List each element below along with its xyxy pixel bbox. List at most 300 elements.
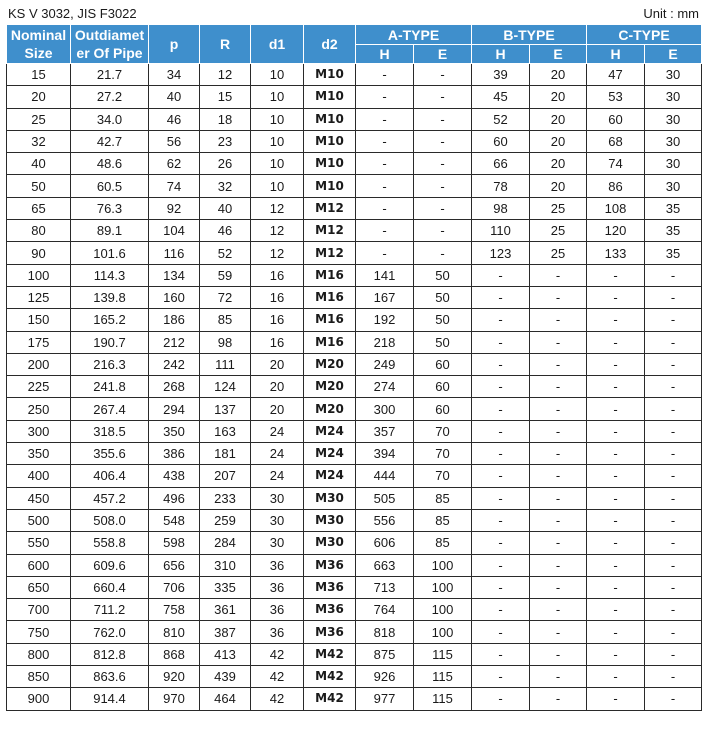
cell-nominal-size: 850 [7,666,71,688]
cell-a-e: - [414,86,472,108]
table-row [7,599,702,621]
cell-d2: M16 [304,309,356,331]
cell-d1: 36 [251,576,304,598]
cell-p: 868 [149,643,200,665]
cell-a-h: - [356,197,414,219]
cell-r: 137 [200,398,251,420]
cell-outdiameter: 457.2 [71,487,149,509]
cell-p: 160 [149,286,200,308]
cell-a-e: 60 [414,353,472,375]
cell-nominal-size: 250 [7,398,71,420]
cell-d1: 12 [251,197,304,219]
cell-nominal-size: 700 [7,599,71,621]
cell-d2: M10 [304,64,356,86]
table-row [7,175,702,197]
cell-r: 85 [200,309,251,331]
header-c-type: C-TYPE [587,25,702,45]
cell-nominal-size: 175 [7,331,71,353]
cell-b-e: - [530,443,587,465]
table-row [7,554,702,576]
cell-c-e: 30 [645,64,702,86]
table-row [7,666,702,688]
cell-b-h: 66 [472,153,530,175]
cell-c-h: - [587,398,645,420]
cell-nominal-size: 15 [7,64,71,86]
cell-p: 656 [149,554,200,576]
cell-d2: M10 [304,130,356,152]
cell-d1: 16 [251,331,304,353]
cell-d1: 24 [251,443,304,465]
cell-p: 62 [149,153,200,175]
cell-c-h: - [587,443,645,465]
cell-p: 294 [149,398,200,420]
cell-c-e: 30 [645,175,702,197]
cell-r: 413 [200,643,251,665]
cell-a-h: 505 [356,487,414,509]
cell-b-e: 20 [530,153,587,175]
cell-a-h: 713 [356,576,414,598]
cell-b-h: 98 [472,197,530,219]
cell-outdiameter: 190.7 [71,331,149,353]
cell-b-h: - [472,621,530,643]
cell-outdiameter: 812.8 [71,643,149,665]
cell-c-e: 30 [645,130,702,152]
cell-c-e: - [645,286,702,308]
cell-outdiameter: 27.2 [71,86,149,108]
cell-d1: 30 [251,487,304,509]
header-b-e: E [530,45,587,64]
cell-a-e: 115 [414,643,472,665]
cell-c-e: - [645,643,702,665]
cell-b-e: - [530,309,587,331]
table-row [7,242,702,264]
cell-nominal-size: 450 [7,487,71,509]
cell-nominal-size: 600 [7,554,71,576]
table-header [7,25,702,64]
cell-a-h: 444 [356,465,414,487]
table-row [7,443,702,465]
cell-d2: M42 [304,666,356,688]
cell-d1: 10 [251,175,304,197]
table-row [7,153,702,175]
cell-outdiameter: 139.8 [71,286,149,308]
cell-b-e: - [530,621,587,643]
cell-b-h: - [472,286,530,308]
cell-outdiameter: 318.5 [71,420,149,442]
cell-d2: M20 [304,376,356,398]
cell-outdiameter: 406.4 [71,465,149,487]
header-c-e: E [645,45,702,64]
cell-a-h: 218 [356,331,414,353]
table-body [7,64,702,711]
cell-c-e: - [645,309,702,331]
header-d1: d1 [251,25,304,64]
cell-nominal-size: 80 [7,220,71,242]
cell-a-e: 50 [414,309,472,331]
cell-c-e: - [645,376,702,398]
cell-p: 496 [149,487,200,509]
cell-d2: M12 [304,197,356,219]
cell-d2: M24 [304,465,356,487]
cell-r: 72 [200,286,251,308]
cell-a-e: 100 [414,621,472,643]
cell-outdiameter: 42.7 [71,130,149,152]
table-row [7,576,702,598]
cell-p: 706 [149,576,200,598]
cell-nominal-size: 32 [7,130,71,152]
cell-d1: 30 [251,532,304,554]
cell-c-h: - [587,576,645,598]
cell-outdiameter: 48.6 [71,153,149,175]
cell-a-e: 85 [414,509,472,531]
cell-a-e: - [414,108,472,130]
cell-a-e: 60 [414,398,472,420]
table-row [7,309,702,331]
table-row [7,509,702,531]
cell-r: 439 [200,666,251,688]
table-row [7,197,702,219]
cell-b-h: 45 [472,86,530,108]
cell-a-h: 663 [356,554,414,576]
cell-d1: 10 [251,86,304,108]
cell-nominal-size: 90 [7,242,71,264]
cell-a-e: - [414,153,472,175]
cell-c-h: 47 [587,64,645,86]
cell-nominal-size: 50 [7,175,71,197]
cell-a-e: 70 [414,420,472,442]
cell-r: 259 [200,509,251,531]
cell-c-h: 108 [587,197,645,219]
cell-c-h: 60 [587,108,645,130]
cell-d1: 24 [251,420,304,442]
cell-a-e: - [414,220,472,242]
cell-a-e: 100 [414,554,472,576]
cell-nominal-size: 800 [7,643,71,665]
cell-b-h: - [472,532,530,554]
cell-b-h: - [472,353,530,375]
cell-b-h: 60 [472,130,530,152]
cell-outdiameter: 863.6 [71,666,149,688]
cell-b-e: 25 [530,242,587,264]
cell-b-e: 25 [530,197,587,219]
cell-d2: M20 [304,353,356,375]
cell-a-h: 875 [356,643,414,665]
cell-r: 18 [200,108,251,130]
cell-r: 32 [200,175,251,197]
header-b-type: B-TYPE [472,25,587,45]
cell-d2: M36 [304,621,356,643]
cell-a-e: 85 [414,532,472,554]
cell-c-h: - [587,532,645,554]
cell-outdiameter: 508.0 [71,509,149,531]
cell-nominal-size: 40 [7,153,71,175]
cell-d1: 20 [251,398,304,420]
table-row [7,64,702,86]
cell-p: 56 [149,130,200,152]
cell-r: 335 [200,576,251,598]
cell-d2: M36 [304,599,356,621]
cell-b-e: - [530,576,587,598]
cell-d2: M12 [304,242,356,264]
cell-d1: 24 [251,465,304,487]
table-row [7,331,702,353]
cell-d2: M12 [304,220,356,242]
cell-nominal-size: 750 [7,621,71,643]
cell-a-e: 70 [414,465,472,487]
cell-a-h: 249 [356,353,414,375]
cell-c-e: - [645,576,702,598]
cell-b-h: 39 [472,64,530,86]
cell-c-h: - [587,376,645,398]
cell-p: 212 [149,331,200,353]
cell-b-h: - [472,309,530,331]
cell-d1: 10 [251,108,304,130]
cell-d2: M24 [304,443,356,465]
cell-c-h: - [587,309,645,331]
cell-outdiameter: 216.3 [71,353,149,375]
cell-p: 134 [149,264,200,286]
cell-a-h: - [356,220,414,242]
cell-a-h: 141 [356,264,414,286]
cell-a-h: 167 [356,286,414,308]
header-b-h: H [472,45,530,64]
cell-d1: 12 [251,242,304,264]
cell-d2: M24 [304,420,356,442]
cell-c-e: - [645,443,702,465]
cell-a-h: 274 [356,376,414,398]
cell-d2: M36 [304,576,356,598]
cell-b-h: - [472,554,530,576]
header-p: p [149,25,200,64]
cell-c-e: 30 [645,86,702,108]
cell-a-h: 300 [356,398,414,420]
cell-p: 386 [149,443,200,465]
cell-outdiameter: 34.0 [71,108,149,130]
cell-c-h: - [587,509,645,531]
cell-a-h: 977 [356,688,414,710]
cell-outdiameter: 114.3 [71,264,149,286]
cell-c-h: - [587,353,645,375]
cell-b-h: 78 [472,175,530,197]
table-row [7,487,702,509]
cell-a-e: 85 [414,487,472,509]
cell-r: 46 [200,220,251,242]
cell-b-e: 25 [530,220,587,242]
cell-outdiameter: 355.6 [71,443,149,465]
cell-b-h: - [472,643,530,665]
cell-d1: 36 [251,599,304,621]
cell-r: 124 [200,376,251,398]
cell-nominal-size: 225 [7,376,71,398]
cell-c-e: 35 [645,197,702,219]
cell-b-h: - [472,599,530,621]
cell-p: 46 [149,108,200,130]
cell-c-h: 86 [587,175,645,197]
cell-d1: 36 [251,554,304,576]
cell-c-e: - [645,599,702,621]
table-caption [8,5,699,23]
cell-outdiameter: 914.4 [71,688,149,710]
cell-b-e: - [530,554,587,576]
cell-a-e: 70 [414,443,472,465]
cell-b-e: - [530,353,587,375]
table-row [7,286,702,308]
cell-nominal-size: 25 [7,108,71,130]
cell-p: 920 [149,666,200,688]
cell-nominal-size: 65 [7,197,71,219]
cell-b-e: 20 [530,108,587,130]
cell-c-e: 35 [645,220,702,242]
cell-b-e: - [530,286,587,308]
cell-r: 284 [200,532,251,554]
cell-r: 26 [200,153,251,175]
cell-b-h: - [472,576,530,598]
cell-d2: M36 [304,554,356,576]
cell-c-h: - [587,621,645,643]
cell-b-e: - [530,599,587,621]
cell-b-e: - [530,331,587,353]
cell-a-e: - [414,64,472,86]
header-nominal-size: Nominal Size [7,25,71,64]
cell-a-h: - [356,242,414,264]
cell-r: 207 [200,465,251,487]
cell-r: 12 [200,64,251,86]
header-a-h: H [356,45,414,64]
cell-d1: 12 [251,220,304,242]
cell-outdiameter: 21.7 [71,64,149,86]
cell-b-h: 110 [472,220,530,242]
cell-c-h: - [587,666,645,688]
cell-nominal-size: 150 [7,309,71,331]
cell-c-e: - [645,509,702,531]
cell-p: 186 [149,309,200,331]
cell-nominal-size: 125 [7,286,71,308]
table-row [7,398,702,420]
cell-c-e: - [645,688,702,710]
cell-d2: M20 [304,398,356,420]
cell-a-e: 50 [414,331,472,353]
cell-b-h: - [472,443,530,465]
table-row [7,643,702,665]
cell-a-h: 357 [356,420,414,442]
cell-a-e: 115 [414,688,472,710]
cell-a-h: 764 [356,599,414,621]
cell-a-e: 60 [414,376,472,398]
cell-a-h: 394 [356,443,414,465]
cell-p: 92 [149,197,200,219]
cell-nominal-size: 650 [7,576,71,598]
cell-d1: 16 [251,264,304,286]
cell-c-e: - [645,666,702,688]
table-row [7,688,702,710]
cell-nominal-size: 300 [7,420,71,442]
cell-nominal-size: 500 [7,509,71,531]
cell-a-h: 818 [356,621,414,643]
cell-c-e: 30 [645,108,702,130]
cell-c-h: 68 [587,130,645,152]
cell-outdiameter: 762.0 [71,621,149,643]
cell-c-e: - [645,487,702,509]
cell-p: 548 [149,509,200,531]
cell-p: 970 [149,688,200,710]
table-row [7,264,702,286]
cell-a-e: - [414,175,472,197]
cell-b-h: - [472,264,530,286]
cell-b-h: - [472,376,530,398]
cell-a-h: 192 [356,309,414,331]
cell-p: 104 [149,220,200,242]
cell-c-e: - [645,465,702,487]
cell-d2: M42 [304,643,356,665]
cell-p: 34 [149,64,200,86]
cell-b-h: - [472,331,530,353]
cell-outdiameter: 101.6 [71,242,149,264]
table-row [7,86,702,108]
table-row [7,376,702,398]
cell-nominal-size: 350 [7,443,71,465]
cell-a-h: - [356,153,414,175]
cell-d2: M30 [304,509,356,531]
cell-d2: M10 [304,86,356,108]
cell-r: 98 [200,331,251,353]
cell-d2: M16 [304,286,356,308]
cell-b-h: - [472,509,530,531]
header-outdiameter: Outdiamet er Of Pipe [71,25,149,64]
cell-c-e: - [645,420,702,442]
cell-r: 387 [200,621,251,643]
cell-b-e: - [530,666,587,688]
table-row [7,108,702,130]
cell-b-e: - [530,398,587,420]
cell-d2: M42 [304,688,356,710]
table-row [7,465,702,487]
cell-a-e: 100 [414,599,472,621]
cell-a-e: 50 [414,286,472,308]
cell-c-h: - [587,465,645,487]
cell-r: 23 [200,130,251,152]
cell-b-e: - [530,264,587,286]
cell-p: 268 [149,376,200,398]
cell-d2: M16 [304,331,356,353]
cell-p: 598 [149,532,200,554]
cell-c-h: - [587,420,645,442]
cell-r: 163 [200,420,251,442]
cell-d1: 20 [251,376,304,398]
cell-d1: 10 [251,153,304,175]
header-d2: d2 [304,25,356,64]
cell-c-e: - [645,532,702,554]
cell-a-e: 100 [414,576,472,598]
cell-p: 350 [149,420,200,442]
cell-d2: M10 [304,153,356,175]
cell-outdiameter: 89.1 [71,220,149,242]
table-row [7,420,702,442]
cell-nominal-size: 100 [7,264,71,286]
cell-b-h: - [472,465,530,487]
cell-b-e: - [530,532,587,554]
cell-d1: 42 [251,643,304,665]
cell-r: 181 [200,443,251,465]
cell-a-h: - [356,108,414,130]
standard-reference: KS V 3032, JIS F3022 [8,6,137,21]
cell-d2: M30 [304,532,356,554]
cell-outdiameter: 76.3 [71,197,149,219]
cell-a-e: - [414,242,472,264]
cell-d2: M10 [304,108,356,130]
cell-a-h: 926 [356,666,414,688]
cell-d1: 42 [251,666,304,688]
cell-p: 438 [149,465,200,487]
